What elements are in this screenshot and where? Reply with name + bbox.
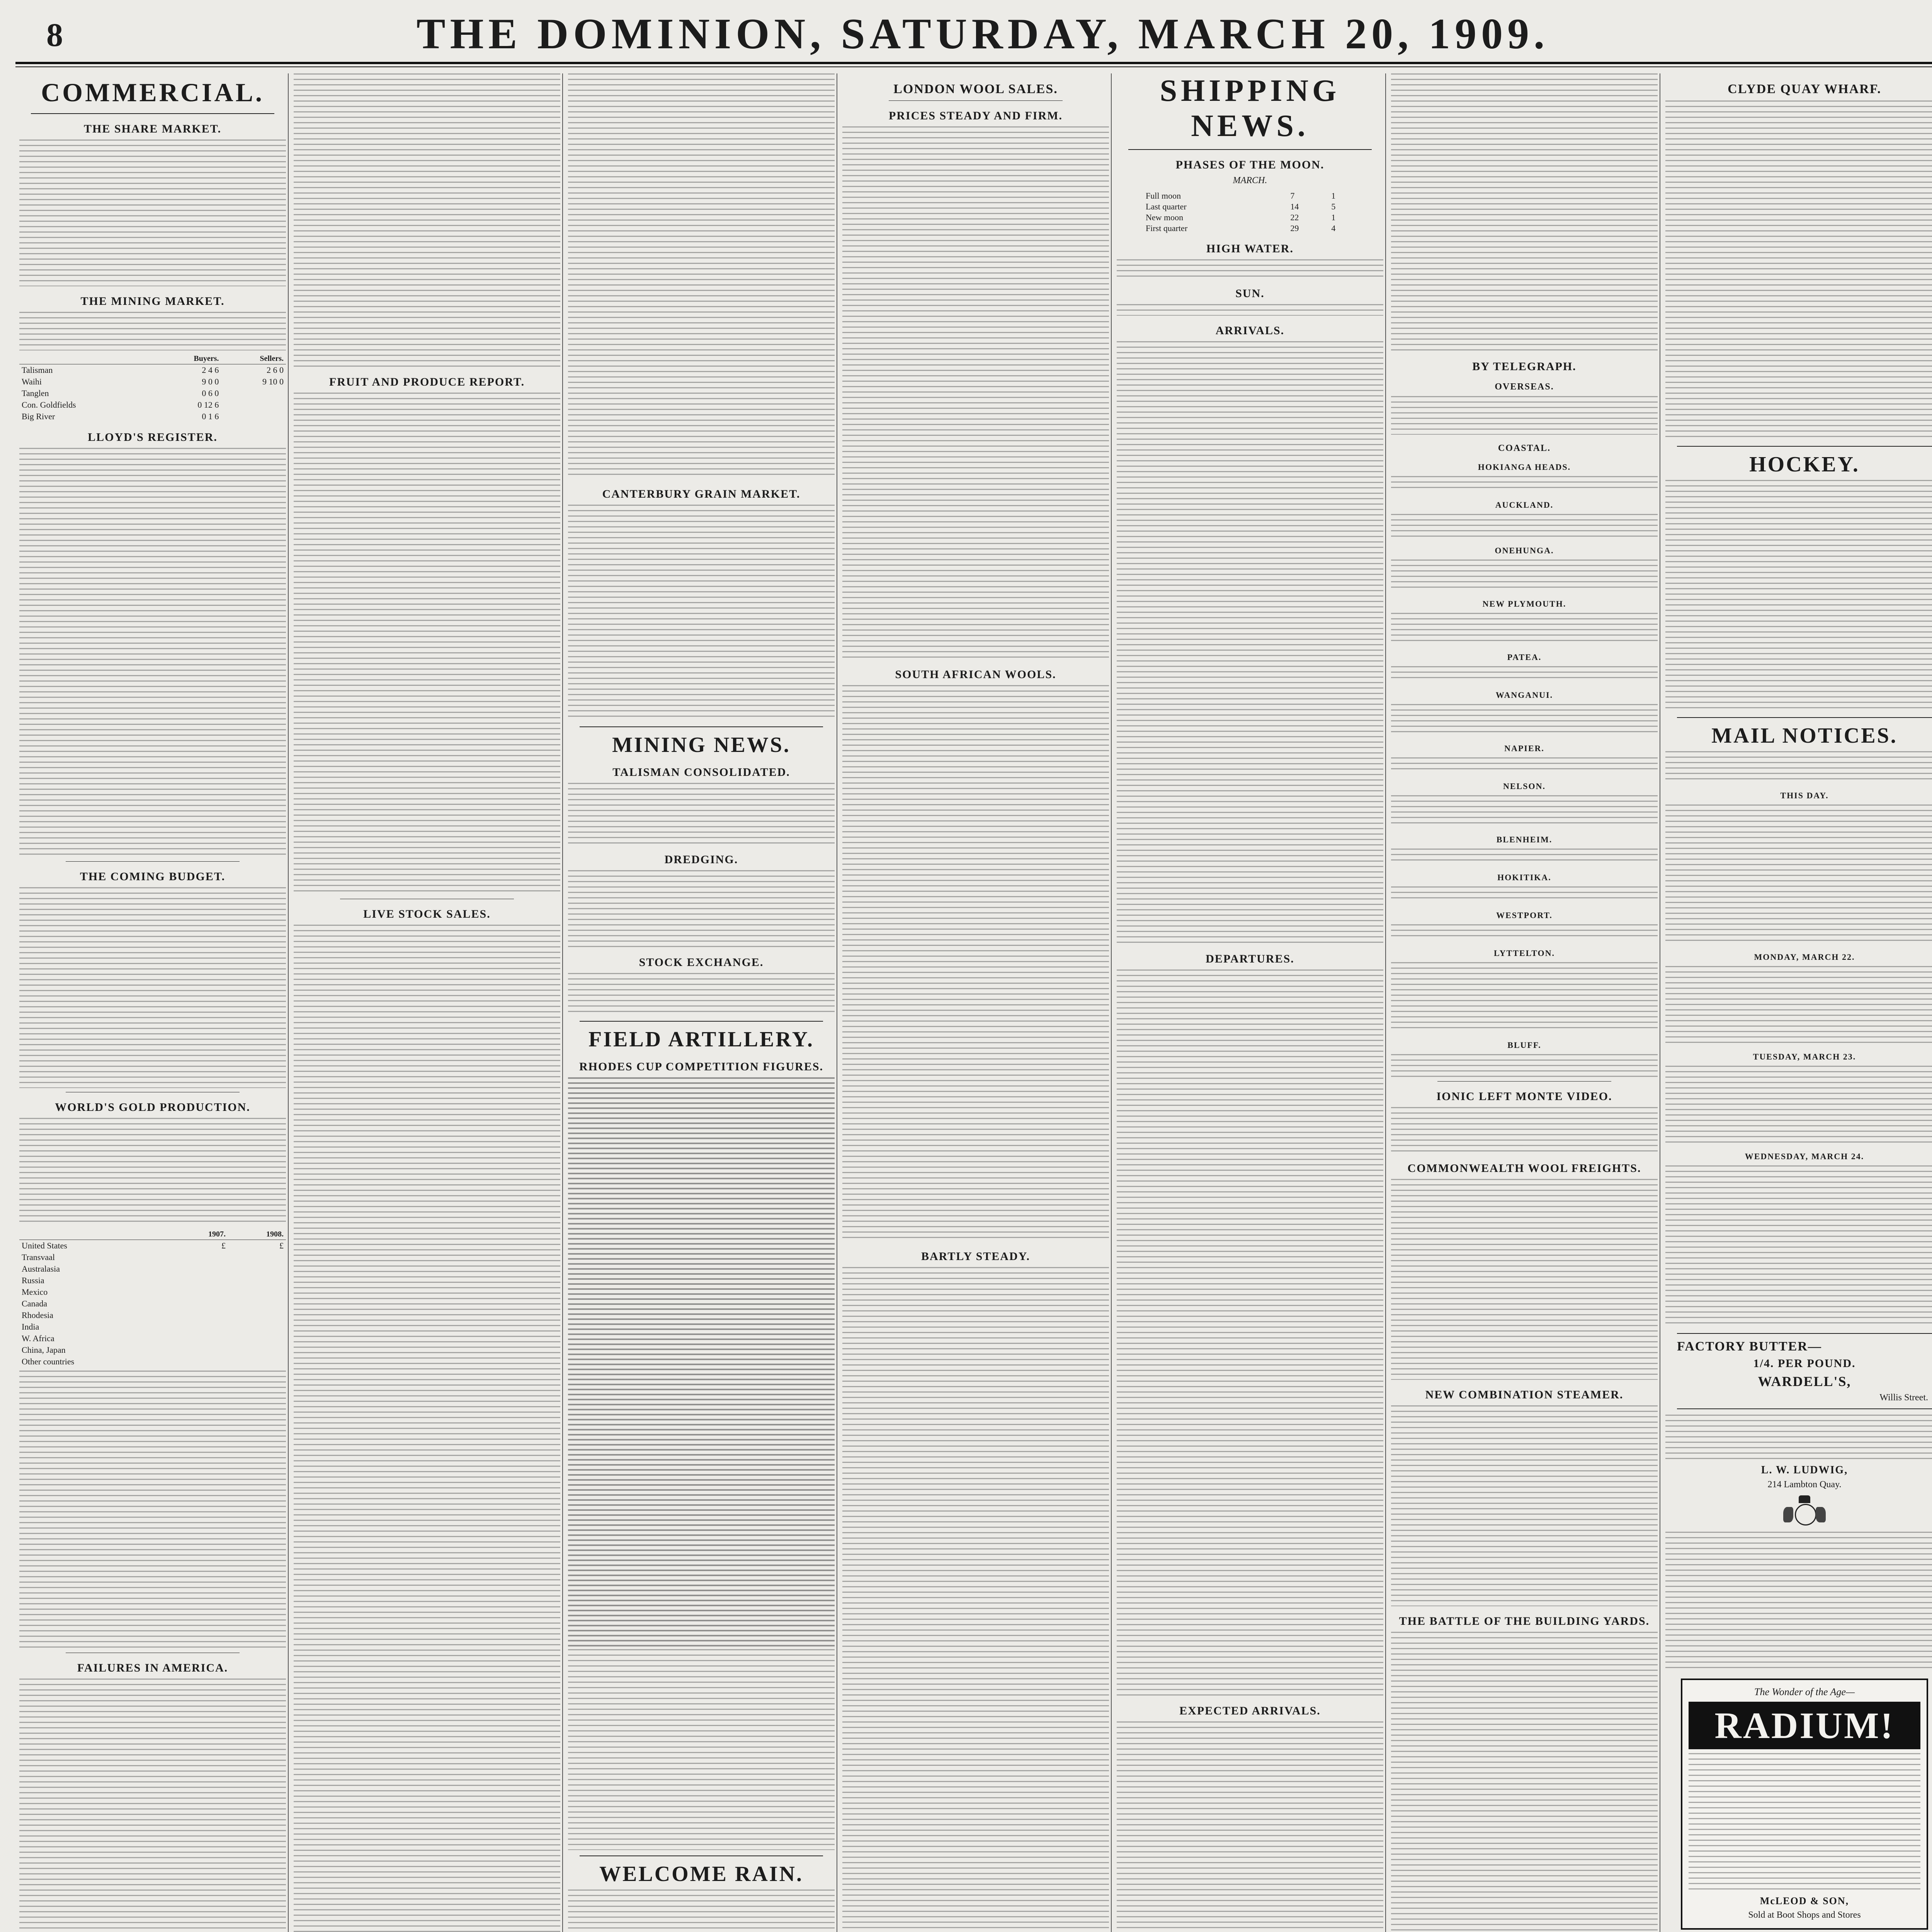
article-body [1391, 757, 1658, 773]
shipping-news-title: SHIPPING NEWS. [1160, 74, 1340, 143]
heading-mail-day: TUESDAY, MARCH 23. [1753, 1052, 1856, 1061]
heading-canterbury-grain: CANTERBURY GRAIN MARKET. [602, 488, 801, 500]
column-divider [288, 73, 289, 1932]
article-body [568, 1077, 835, 1649]
article-body [1665, 804, 1932, 944]
heading-blenheim: BLENHEIM. [1496, 835, 1553, 844]
article-body [1665, 1532, 1932, 1671]
heading-welcome-rain: WELCOME RAIN. [599, 1862, 804, 1886]
heading-by-telegraph: BY TELEGRAPH. [1472, 360, 1577, 373]
divider [31, 113, 274, 114]
article-body [1117, 969, 1383, 1696]
table-row: Mexico [22, 1287, 48, 1297]
column-divider [562, 73, 563, 1932]
factory-butter-ad: FACTORY BUTTER— [1677, 1339, 1822, 1354]
wardells-name: WARDELL'S, [1758, 1374, 1851, 1389]
article-body [1391, 476, 1658, 492]
radium-ad [1681, 1679, 1928, 1930]
heading-onehunga: ONEHUNGA. [1495, 546, 1554, 555]
article-body [1391, 962, 1658, 1032]
heading-rhodes-cup: RHODES CUP COMPETITION FIGURES. [579, 1060, 824, 1073]
article-body [1665, 751, 1932, 782]
article-body [1391, 704, 1658, 735]
divider [1677, 446, 1932, 447]
column-1 [19, 73, 286, 1932]
article-body [19, 448, 286, 857]
heading-coastal: COASTAL. [1498, 443, 1551, 453]
heading-lyttelton: LYTTELTON. [1494, 948, 1555, 958]
heading-nelson: NELSON. [1503, 781, 1546, 791]
mining-market-table: Buyers. Sellers. Talisman 2 4 6 2 6 0 Waihi 9 0 0 9 10 0 Tanglen 0 6 0 Con. Goldfields 0 12 6 Big River 0 1 6 [19, 354, 286, 422]
table-row: Rhodesia [22, 1310, 53, 1320]
article-body [1391, 795, 1658, 826]
table-row: Big River 0 1 6 [22, 412, 219, 421]
heading-stock-exchange: STOCK EXCHANGE. [639, 956, 764, 969]
masthead-rule-thin [15, 66, 1932, 67]
article-body [568, 505, 835, 721]
heading-mail-day: THIS DAY. [1780, 791, 1829, 800]
royal-crest-icon [1783, 1495, 1826, 1526]
heading-overseas: OVERSEAS. [1495, 382, 1554, 392]
article-body [19, 887, 286, 1088]
heading-live-stock: LIVE STOCK SALES. [363, 908, 491, 920]
article-body [19, 1679, 286, 1932]
article-body [1117, 259, 1383, 279]
article-body [1117, 1721, 1383, 1932]
article-body [1391, 613, 1658, 644]
heading-lloyds: LLOYD'S REGISTER. [88, 431, 218, 444]
ludwig-address: 214 Lambton Quay. [1767, 1480, 1842, 1490]
heading-departures: DEPARTURES. [1206, 952, 1294, 965]
table-row: Full moon 7 1 [1146, 191, 1336, 201]
article-body [1391, 396, 1658, 435]
heading-field-artillery: FIELD ARTILLERY. [588, 1027, 814, 1051]
heading-talisman: TALISMAN CONSOLIDATED. [612, 766, 790, 779]
heading-wanganui: WANGANUI. [1495, 690, 1553, 700]
column-6 [1391, 73, 1658, 1932]
moon-table [1143, 190, 1357, 234]
article-body [1391, 849, 1658, 864]
section-commercial: COMMERCIAL. [41, 78, 264, 107]
heading-hokitika: HOKITIKA. [1497, 872, 1551, 882]
article-body [842, 1267, 1109, 1932]
article-body [19, 1118, 286, 1226]
heading-mail-day: MONDAY, MARCH 22. [1754, 952, 1855, 962]
article-body [1391, 514, 1658, 537]
moon-month: MARCH. [1233, 175, 1267, 185]
table-row: China, Japan [22, 1345, 66, 1355]
divider [66, 861, 240, 862]
gold-production-table: 1907. 1908. United States £ £ Transvaal Australasia Russia Mexico Canada Rhodesia India W. Africa China, Japan Other countries [19, 1229, 286, 1367]
column-5 [1117, 73, 1383, 1932]
article-body [568, 1649, 835, 1850]
article-body [294, 393, 560, 895]
masthead [0, 0, 1932, 77]
heading-dredging: DREDGING. [664, 853, 738, 866]
table-row: Last quarter 14 5 [1146, 202, 1336, 211]
heading-sun: SUN. [1235, 287, 1265, 300]
heading-commonwealth-wool: COMMONWEALTH WOOL FREIGHTS. [1407, 1162, 1641, 1175]
heading-mail-day: WEDNESDAY, MARCH 24. [1745, 1151, 1864, 1161]
heading-hockey: HOCKEY. [1749, 452, 1860, 476]
article-body [19, 312, 286, 350]
article-body [1665, 1066, 1932, 1143]
article-body [1665, 1165, 1932, 1328]
heading-expected-arrivals: EXPECTED ARRIVALS. [1179, 1704, 1321, 1717]
article-body [842, 685, 1109, 1242]
divider [1677, 1408, 1932, 1409]
article-body [294, 925, 560, 1932]
divider [580, 1021, 823, 1022]
article-body [1665, 480, 1932, 712]
article-body [1665, 966, 1932, 1043]
article-body [1391, 666, 1658, 682]
heading-mail-notices: MAIL NOTICES. [1711, 724, 1898, 748]
article-body [1391, 1107, 1658, 1153]
heading-high-water: HIGH WATER. [1206, 242, 1294, 255]
column-divider [1385, 73, 1386, 1932]
article-body [842, 126, 1109, 660]
article-body [568, 73, 835, 479]
article-body [568, 870, 835, 947]
ludwig-name: L. W. LUDWIG, [1761, 1464, 1848, 1476]
heading-arrivals: ARRIVALS. [1215, 324, 1285, 337]
article-body [1391, 1179, 1658, 1380]
table-row: Tanglen 0 6 0 [22, 388, 219, 398]
heading-gold-production: WORLD'S GOLD PRODUCTION. [55, 1101, 250, 1114]
radium-kicker: The Wonder of the Age— [1754, 1686, 1855, 1697]
article-body [568, 1889, 835, 1932]
radium-title: RADIUM! [1689, 1702, 1920, 1749]
heading-mining-news: MINING NEWS. [612, 733, 791, 757]
heading-fruit-produce: FRUIT AND PRODUCE REPORT. [329, 376, 525, 388]
divider [889, 100, 1063, 101]
heading-mining-market: THE MINING MARKET. [80, 295, 225, 308]
wardells-address: Willis Street. [1879, 1393, 1928, 1403]
radium-maker: McLEOD & SON, [1760, 1895, 1849, 1906]
heading-failures: FAILURES IN AMERICA. [77, 1662, 228, 1674]
heading-new-plymouth: NEW PLYMOUTH. [1482, 599, 1566, 609]
table-row: United States £ £ [22, 1241, 284, 1250]
table-row: New moon 22 1 [1146, 213, 1336, 222]
article-body [1117, 341, 1383, 944]
newspaper-title: THE DOMINION, SATURDAY, MARCH 20, 1909. [416, 10, 1549, 58]
article-body [1665, 1415, 1932, 1461]
article-body [1391, 73, 1658, 352]
divider [580, 1855, 823, 1856]
table-row: India [22, 1322, 39, 1332]
heading-hokianga: HOKIANGA HEADS. [1478, 462, 1571, 472]
heading-battle-building: THE BATTLE OF THE BUILDING YARDS. [1399, 1615, 1650, 1628]
divider [1677, 1333, 1932, 1334]
heading-moon-phases: PHASES OF THE MOON. [1175, 158, 1325, 171]
heading-ionic: IONIC LEFT MONTE VIDEO. [1436, 1090, 1612, 1103]
article-body [1665, 100, 1932, 440]
heading-coming-budget: THE COMING BUDGET. [80, 870, 226, 883]
radium-sub: Sold at Boot Shops and Stores [1748, 1910, 1861, 1920]
article-body [1689, 1753, 1920, 1892]
article-body [1391, 1054, 1658, 1077]
heading-share-market: THE SHARE MARKET. [84, 122, 221, 135]
heading-south-african-wools: SOUTH AFRICAN WOOLS. [895, 668, 1056, 681]
heading-westport: WESTPORT. [1496, 910, 1553, 920]
heading-bartly-steady: BARTLY STEADY. [921, 1250, 1031, 1263]
heading-london-wool-sales: LONDON WOOL SALES. [893, 82, 1058, 96]
heading-bluff: BLUFF. [1507, 1040, 1541, 1050]
table-row: Waihi 9 0 0 9 10 0 [22, 377, 284, 386]
column-3 [568, 73, 835, 1932]
column-divider [1111, 73, 1112, 1932]
article-body [1391, 1632, 1658, 1932]
column-2 [294, 73, 560, 1932]
table-row: Transvaal [22, 1252, 55, 1262]
heading-clyde-quay: CLYDE QUAY WHARF. [1728, 82, 1881, 96]
heading-patea: PATEA. [1507, 652, 1542, 662]
table-row: Australasia [22, 1264, 60, 1274]
heading-prices-steady: PRICES STEADY AND FIRM. [889, 109, 1063, 122]
heading-auckland: AUCKLAND. [1495, 500, 1554, 510]
butter-price: 1/4. PER POUND. [1753, 1357, 1856, 1370]
table-row: Con. Goldfields 0 12 6 [22, 400, 219, 410]
article-body [1391, 560, 1658, 590]
article-body [19, 139, 286, 286]
table-row: W. Africa [22, 1333, 54, 1343]
table-row: Talisman 2 4 6 2 6 0 [22, 365, 284, 375]
article-body [568, 973, 835, 1015]
table-row: Other countries [22, 1357, 75, 1366]
page-number: 8 [46, 16, 63, 53]
divider [1437, 1081, 1611, 1082]
article-body [1117, 304, 1383, 316]
article-body [568, 783, 835, 845]
masthead-rule [15, 62, 1932, 64]
article-body [1391, 1405, 1658, 1606]
article-body [294, 73, 560, 367]
heading-napier: NAPIER. [1504, 743, 1544, 753]
table-row: Canada [22, 1299, 47, 1308]
article-body [19, 1371, 286, 1649]
divider [580, 726, 823, 727]
article-body [1391, 924, 1658, 940]
column-7 [1665, 73, 1932, 1932]
heading-new-combination: NEW COMBINATION STEAMER. [1425, 1388, 1624, 1401]
divider [1677, 717, 1932, 718]
column-4 [842, 73, 1109, 1932]
table-row: Russia [22, 1276, 44, 1285]
article-body [1391, 886, 1658, 902]
table-row: First quarter 29 4 [1146, 223, 1336, 233]
divider [1128, 149, 1372, 150]
